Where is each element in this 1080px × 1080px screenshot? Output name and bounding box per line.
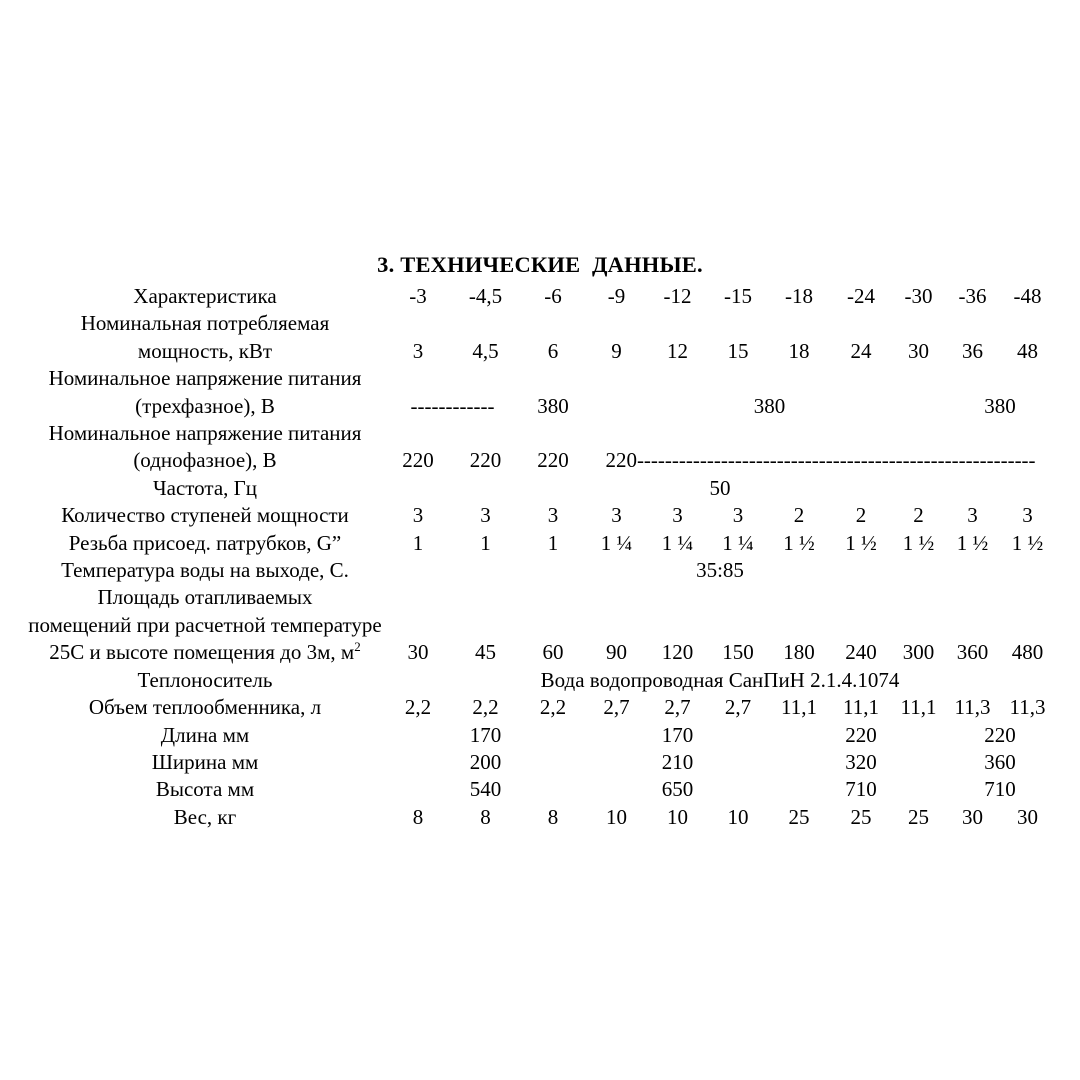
cell-value: 2 <box>793 503 805 528</box>
cell-value: 2 <box>855 503 867 528</box>
cell-value: 1 ¼ <box>661 530 694 555</box>
row-label: Характеристика <box>133 284 277 308</box>
row-label: Частота, Гц <box>152 475 258 500</box>
cell-value: 2,7 <box>724 695 752 720</box>
cell-empty <box>768 722 830 749</box>
cell-value: 8 <box>412 804 424 829</box>
table-row <box>25 475 1055 502</box>
table-row <box>25 776 1055 803</box>
cell-value: 2,2 <box>472 695 499 720</box>
cell-value: 8 <box>480 804 491 829</box>
cell-value: 360 <box>984 749 1016 774</box>
cell-value: 3 <box>967 503 978 528</box>
cell-empty <box>586 393 647 420</box>
cell-value: 3 <box>412 338 424 363</box>
table-row <box>25 502 1055 529</box>
cell-value: 1 ½ <box>902 530 935 555</box>
table-row <box>25 584 1055 611</box>
column-header: -3 <box>409 284 427 308</box>
cell-empty <box>385 612 1055 639</box>
cell-value: 360 <box>956 640 989 665</box>
cell-value: 11,1 <box>900 695 937 720</box>
row-label: мощность, кВт <box>137 338 273 363</box>
column-header: -24 <box>847 284 875 308</box>
cell-empty <box>892 776 945 803</box>
cell-value: 210 <box>661 749 694 774</box>
cell-value: 380 <box>537 393 569 418</box>
technical-data-table <box>25 283 1055 831</box>
cell-value: 380 <box>753 393 786 418</box>
cell-value: 9 <box>611 338 622 363</box>
cell-value: 170 <box>661 722 694 747</box>
cell-value: 4,5 <box>472 338 499 363</box>
row-label: Номинальное напряжение питания <box>48 366 362 391</box>
cell-value: Вода водопроводная СанПиН 2.1.4.1074 <box>540 667 900 692</box>
cell-value: 240 <box>845 640 877 665</box>
cell-empty <box>708 722 768 749</box>
table-row <box>25 393 1055 420</box>
column-header: -4,5 <box>468 284 503 308</box>
row-label: Высота мм <box>155 777 255 802</box>
cell-value: 24 <box>850 338 872 363</box>
column-header: -6 <box>544 284 562 308</box>
row-label: помещений при расчетной температуре <box>28 612 382 637</box>
table-row <box>25 722 1055 749</box>
cell-empty <box>768 749 830 776</box>
cell-value: 2,2 <box>404 695 432 720</box>
cell-value: 30 <box>407 640 429 665</box>
column-header: -9 <box>607 284 626 308</box>
cell-empty <box>385 584 1055 611</box>
page-title: 3. ТЕХНИЧЕСКИЕ ДАННЫЕ. <box>377 252 703 277</box>
cell-value: 6 <box>547 338 559 363</box>
cell-value: 120 <box>661 640 694 665</box>
row-label: Резьба присоед. патрубков, G” <box>68 530 342 555</box>
cell-value: 220 <box>845 722 877 747</box>
cell-value: 1 ½ <box>783 530 815 555</box>
cell-value: 12 <box>667 338 688 363</box>
cell-value: 180 <box>783 640 815 665</box>
row-label-text: 25С и высоте помещения до 3м, м <box>49 640 355 665</box>
cell-value-dashes: 220--------------------------------------------------------- <box>605 448 1036 473</box>
table-row <box>25 530 1055 557</box>
column-header: -15 <box>724 284 752 308</box>
cell-value: 8 <box>547 804 559 829</box>
row-label: Площадь отапливаемых <box>97 585 313 610</box>
column-header: -12 <box>663 284 692 308</box>
cell-value: 300 <box>902 640 935 665</box>
row-label: Вес, кг <box>173 804 237 829</box>
cell-empty <box>385 776 451 803</box>
row-label: Количество ступеней мощности <box>61 503 349 528</box>
cell-value: 320 <box>845 749 877 774</box>
table-row <box>25 420 1055 447</box>
table-row <box>25 639 1055 666</box>
cell-value: 380 <box>984 393 1016 418</box>
cell-empty <box>385 722 451 749</box>
column-header: -48 <box>1013 284 1042 308</box>
row-label: Объем теплообменника, л <box>88 695 322 720</box>
cell-empty <box>586 776 647 803</box>
column-header: -18 <box>785 284 813 308</box>
cell-value: 1 <box>412 530 424 555</box>
cell-value: 3 <box>547 503 559 528</box>
cell-empty <box>768 776 830 803</box>
cell-empty <box>520 722 586 749</box>
cell-value: 90 <box>606 640 627 665</box>
table-row <box>25 804 1055 831</box>
cell-value: 35:85 <box>696 558 744 583</box>
cell-value: 3 <box>480 503 491 528</box>
row-label: Номинальное напряжение питания <box>48 421 362 446</box>
cell-value: 1 ¼ <box>722 530 754 555</box>
cell-value: 220 <box>402 448 434 473</box>
table-row <box>25 749 1055 776</box>
cell-value: 25 <box>908 804 929 829</box>
column-header: -36 <box>958 284 987 308</box>
cell-value: 11,1 <box>781 695 817 720</box>
cell-value: 480 <box>1011 640 1044 665</box>
cell-value: 220 <box>984 722 1016 747</box>
cell-value: 1 ½ <box>845 530 877 555</box>
cell-value: 18 <box>788 338 810 363</box>
cell-value: 1 ½ <box>1011 530 1044 555</box>
cell-value: 10 <box>667 804 688 829</box>
row-label <box>25 639 385 666</box>
cell-empty <box>385 310 1055 337</box>
row-label: Номинальная потребляемая <box>80 311 330 336</box>
row-label: Длина мм <box>160 722 250 747</box>
cell-value: 15 <box>727 338 749 363</box>
table-row-header <box>25 283 1055 310</box>
cell-value: 540 <box>469 777 502 802</box>
cell-empty <box>892 393 945 420</box>
cell-empty <box>892 749 945 776</box>
table-row <box>25 447 1055 474</box>
column-header: -30 <box>904 284 933 308</box>
document-content <box>25 252 1055 831</box>
row-label: (трехфазное), В <box>135 393 275 418</box>
cell-value: 30 <box>908 338 929 363</box>
cell-value: 3 <box>732 503 744 528</box>
cell-value: 650 <box>661 777 694 802</box>
cell-empty <box>520 776 586 803</box>
cell-value: 60 <box>542 640 564 665</box>
cell-value: 2 <box>913 503 924 528</box>
cell-value: 2,2 <box>539 695 567 720</box>
cell-value: 3 <box>672 503 683 528</box>
cell-dashes: ------------ <box>410 393 495 418</box>
table-row <box>25 612 1055 639</box>
cell-value: 11,3 <box>954 695 991 720</box>
table-row <box>25 365 1055 392</box>
row-label: (однофазное), В <box>133 448 277 473</box>
cell-value: 170 <box>469 722 502 747</box>
cell-value: 1 <box>480 530 491 555</box>
cell-empty <box>586 749 647 776</box>
table-row <box>25 694 1055 721</box>
cell-value: 25 <box>850 804 872 829</box>
cell-value: 220 <box>469 448 502 473</box>
cell-empty <box>385 420 1055 447</box>
cell-value: 25 <box>788 804 810 829</box>
cell-empty <box>708 749 768 776</box>
cell-value: 3 <box>1022 503 1033 528</box>
cell-value: 220 <box>537 448 569 473</box>
cell-value: 11,3 <box>1009 695 1046 720</box>
row-label: Ширина мм <box>151 749 259 774</box>
cell-empty <box>385 365 1055 392</box>
superscript: 2 <box>354 639 361 655</box>
cell-value: 30 <box>1017 804 1038 829</box>
cell-value: 30 <box>962 804 983 829</box>
cell-value: 710 <box>984 777 1016 802</box>
cell-value: 2,7 <box>603 695 630 720</box>
cell-value: 3 <box>611 503 622 528</box>
cell-empty <box>892 722 945 749</box>
table-row <box>25 667 1055 694</box>
cell-value: 10 <box>727 804 749 829</box>
cell-value: 710 <box>845 777 877 802</box>
cell-value: 1 ¼ <box>600 530 633 555</box>
cell-value: 2,7 <box>664 695 691 720</box>
cell-value: 10 <box>606 804 627 829</box>
table-row <box>25 557 1055 584</box>
cell-empty <box>385 749 451 776</box>
cell-value: 50 <box>709 475 731 500</box>
cell-value: 150 <box>722 640 754 665</box>
cell-empty <box>520 749 586 776</box>
cell-empty <box>708 776 768 803</box>
row-label: Температура воды на выходе, С. <box>61 558 349 583</box>
cell-empty <box>586 722 647 749</box>
cell-value: 36 <box>962 338 983 363</box>
cell-value: 48 <box>1017 338 1038 363</box>
cell-value: 3 <box>412 503 424 528</box>
cell-value: 45 <box>475 640 496 665</box>
cell-value: 11,1 <box>843 695 879 720</box>
row-label: Теплоноситель <box>137 667 273 692</box>
cell-value: 1 ½ <box>956 530 989 555</box>
cell-value: 1 <box>547 530 559 555</box>
table-row <box>25 310 1055 337</box>
cell-value: 200 <box>469 749 502 774</box>
table-row <box>25 338 1055 365</box>
